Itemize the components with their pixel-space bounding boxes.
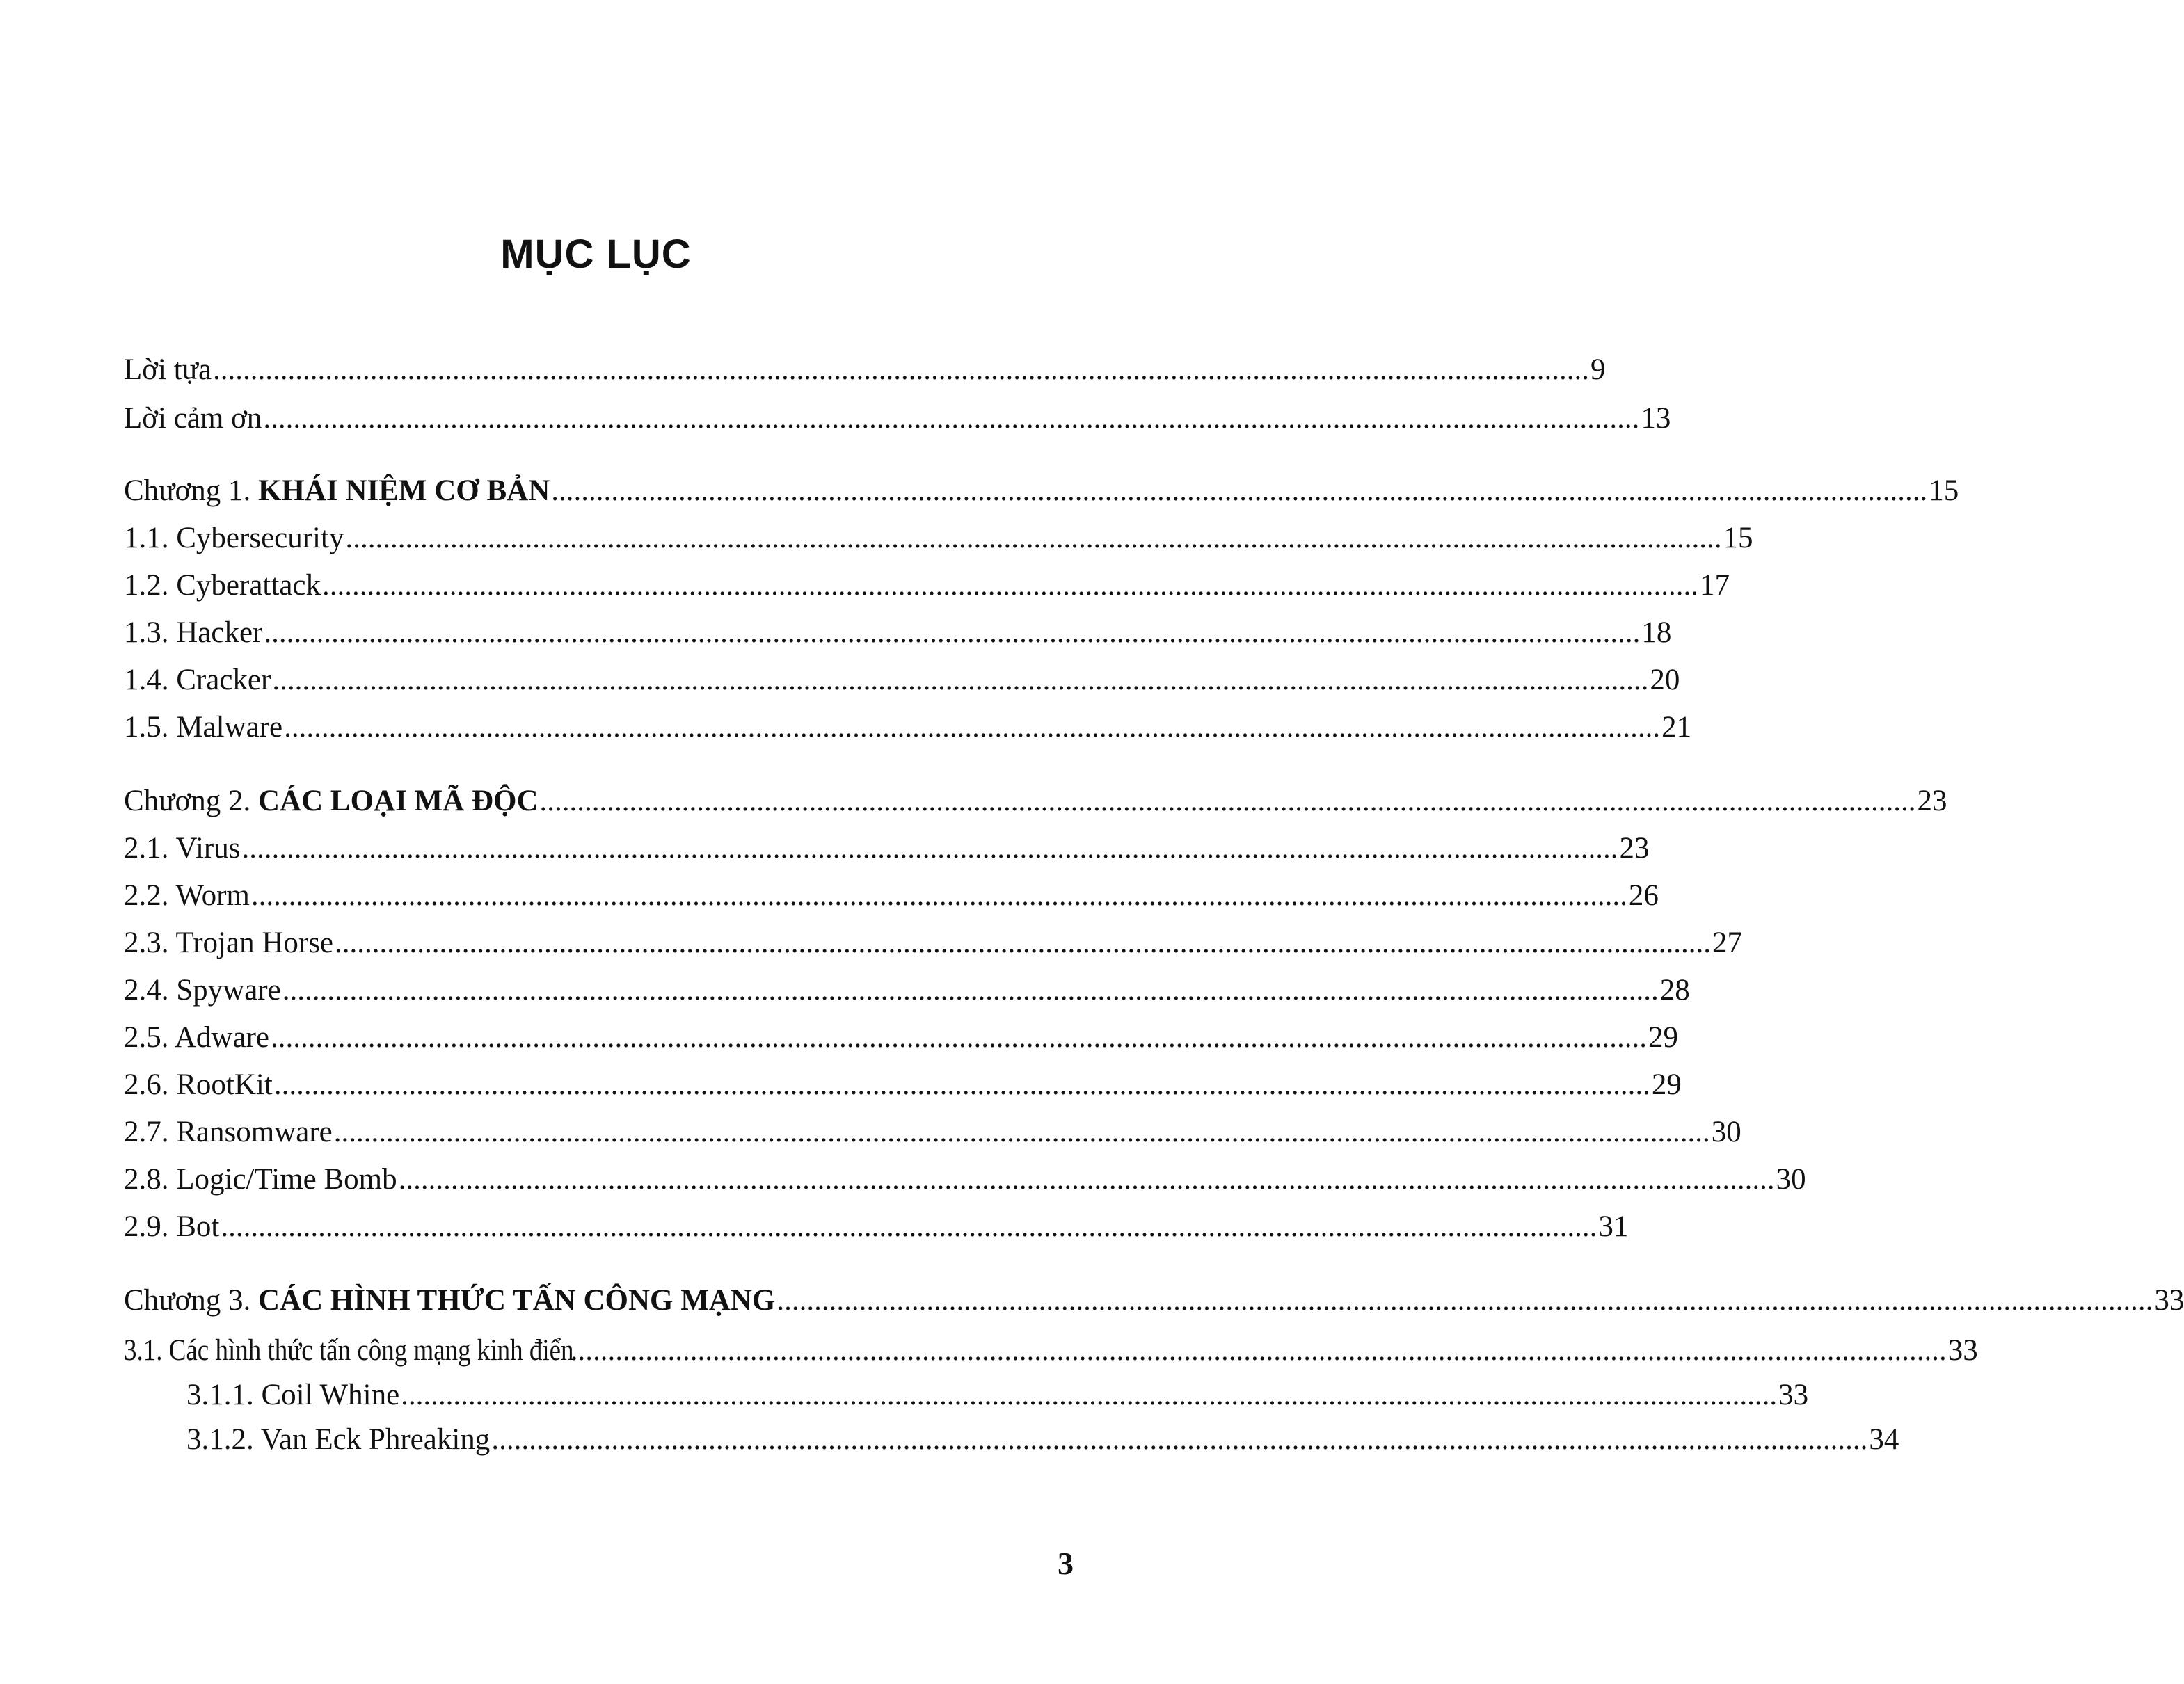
- toc-entry-label: 1.2. Cyberattack: [124, 569, 321, 602]
- dot-leader: ........................................................................................................................................................................................: [551, 474, 1928, 507]
- toc-entry-label: Chương 3. CÁC HÌNH THỨC TẤN CÔNG MẠNG: [124, 1284, 776, 1317]
- toc-entry: [124, 470, 1959, 512]
- toc-entry-page: 33: [2154, 1284, 2184, 1317]
- toc-entry-label: 3.1.1. Coil Whine: [186, 1379, 400, 1411]
- dot-leader: ........................................................................................................................................................................................: [776, 1284, 2153, 1317]
- toc-entry-label: 2.9. Bot: [124, 1210, 220, 1243]
- page-number: 3: [1058, 1546, 1074, 1581]
- toc-entry: [124, 612, 1672, 654]
- toc-entry: [124, 565, 1730, 607]
- dot-leader: ........................................................................................................................................................................................: [398, 1163, 1775, 1196]
- toc-entry-page: 17: [1700, 569, 1730, 602]
- toc-entry: [124, 398, 1671, 440]
- toc-entry-page: 30: [1711, 1116, 1741, 1148]
- toc-entry-page: 29: [1651, 1068, 1682, 1101]
- toc-entry-page: 30: [1776, 1163, 1806, 1196]
- dot-leader: ........................................................................................................................................................................................: [335, 927, 1712, 959]
- dot-leader: ........................................................................................................................................................................................: [213, 353, 1590, 386]
- toc-entry-label: 2.7. Ransomware: [124, 1116, 333, 1148]
- dot-leader: ........................................................................................................................................................................................: [241, 832, 1618, 865]
- dot-leader: ........................................................................................................................................................................................: [322, 569, 1698, 602]
- toc-entry-page: 33: [1947, 1334, 1978, 1367]
- toc-entry: [124, 659, 1680, 701]
- toc-entry-page: 20: [1650, 664, 1680, 696]
- toc-entry-label: 3.1.2. Van Eck Phreaking: [186, 1423, 491, 1456]
- toc-entry: [124, 1206, 1629, 1248]
- toc-entry: [186, 1419, 1899, 1461]
- toc-entry: [124, 922, 1743, 964]
- toc-entry-page: 23: [1619, 832, 1650, 865]
- dot-leader: ........................................................................................................................................................................................: [401, 1379, 1778, 1411]
- toc-entry-page: 23: [1917, 785, 1947, 817]
- toc-entry-label: 1.4. Cracker: [124, 664, 271, 696]
- dot-leader: ........................................................................................................................................................................................: [273, 1068, 1650, 1101]
- toc-entry: [124, 1280, 2184, 1322]
- toc-entry-page: 29: [1648, 1021, 1678, 1054]
- dot-leader: ........................................................................................................................................................................................: [539, 785, 1916, 817]
- toc-entry-page: 21: [1661, 711, 1692, 744]
- toc-entry-page: 31: [1598, 1210, 1629, 1243]
- toc-entry-label: Chương 2. CÁC LOẠI MÃ ĐỘC: [124, 785, 539, 817]
- toc-entry-label: 2.8. Logic/Time Bomb: [124, 1163, 397, 1196]
- toc-entry-label: 1.1. Cybersecurity: [124, 522, 344, 554]
- toc-entry-page: 9: [1591, 353, 1606, 386]
- dot-leader: ........................................................................................................................................................................................: [333, 1116, 1710, 1148]
- toc-entry: [124, 828, 1650, 869]
- toc-entry-label: 2.2. Worm: [124, 879, 250, 912]
- toc-entry-page: 18: [1641, 616, 1672, 649]
- toc-entry-label: 2.5. Adware: [124, 1021, 269, 1054]
- page-title: MỤC LỤC: [500, 232, 692, 277]
- toc-entry: [124, 349, 1606, 391]
- toc-entry: [124, 970, 1690, 1011]
- toc-entry: [124, 1064, 1682, 1106]
- toc-entry: [124, 518, 1753, 559]
- toc-entry-page: 27: [1712, 927, 1743, 959]
- toc-entry-label: Lời cảm ơn: [124, 402, 262, 435]
- dot-leader: ........................................................................................................................................................................................: [282, 974, 1659, 1007]
- toc-entry-label: 2.4. Spyware: [124, 974, 281, 1007]
- dot-leader: ........................................................................................................................................................................................: [284, 711, 1661, 744]
- toc-entry-label: 2.1. Virus: [124, 832, 241, 865]
- toc-entry-label: 2.6. RootKit: [124, 1068, 273, 1101]
- toc-entry: [124, 1330, 1978, 1372]
- toc-entry-label: 2.3. Trojan Horse: [124, 927, 334, 959]
- toc-entry-page: 33: [1778, 1379, 1809, 1411]
- dot-leader: ........................................................................................................................................................................................: [264, 616, 1641, 649]
- toc-entry: [124, 1159, 1806, 1201]
- toc-entry-page: 28: [1659, 974, 1690, 1007]
- toc-entry-page: 15: [1723, 522, 1753, 554]
- toc-entry-label: Chương 1. KHÁI NIỆM CƠ BẢN: [124, 474, 550, 507]
- toc-entry-page: 34: [1869, 1423, 1899, 1456]
- toc-entry: [124, 1017, 1678, 1059]
- toc-entry: [124, 1112, 1741, 1153]
- toc-entry-label: Lời tựa: [124, 353, 212, 386]
- dot-leader: ........................................................................................................................................................................................: [272, 664, 1649, 696]
- toc-entry-page: 26: [1628, 879, 1659, 912]
- dot-leader: ........................................................................................................................................................................................: [491, 1423, 1868, 1456]
- toc-entry-label: 3.1. Các hình thức tấn công mạng kinh điển: [124, 1334, 574, 1367]
- toc-entry: [186, 1374, 1809, 1416]
- dot-leader: ........................................................................................................................................................................................: [250, 879, 1627, 912]
- toc-entry-label: 1.5. Malware: [124, 711, 283, 744]
- dot-leader: ........................................................................................................................................................................................: [270, 1021, 1647, 1054]
- toc-entry-page: 13: [1641, 402, 1671, 435]
- toc-entry-page: 15: [1929, 474, 1959, 507]
- toc-entry: [124, 707, 1692, 748]
- dot-leader: ........................................................................................................................................................................................: [345, 522, 1722, 554]
- dot-leader: ........................................................................................................................................................................................: [263, 402, 1640, 435]
- dot-leader: ........................................................................................................................................................................................: [570, 1334, 1947, 1367]
- toc-entry: [124, 780, 1947, 822]
- toc-entry: [124, 875, 1659, 917]
- toc-entry-label: 1.3. Hacker: [124, 616, 263, 649]
- dot-leader: ........................................................................................................................................................................................: [221, 1210, 1597, 1243]
